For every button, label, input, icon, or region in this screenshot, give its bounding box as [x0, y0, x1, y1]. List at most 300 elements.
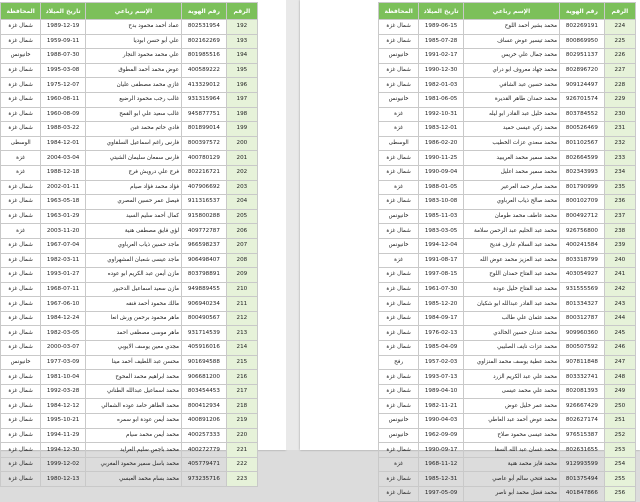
table-row [1, 165, 258, 180]
table-row [379, 180, 636, 195]
cell-name: محمد علي محمد عيسى [463, 384, 559, 399]
cell-gov: شمال غزة [1, 92, 41, 107]
cell-gov: شمال غزة [379, 282, 419, 297]
cell-name: محمد عبد القادر عبدالله ابو شكيان [463, 297, 559, 312]
cell-gov: خانيونس [379, 414, 419, 429]
cell-num: 220 [226, 428, 257, 443]
cell-gov: شمال غزة [379, 63, 419, 78]
table-row [1, 457, 258, 472]
cell-id: 800869950 [560, 34, 605, 49]
cell-id: 800490567 [182, 311, 227, 326]
cell-dob: 1982-03-05 [41, 326, 86, 341]
table-row [1, 472, 258, 487]
table-body-left [1, 20, 258, 487]
table-row [379, 311, 636, 326]
table-row [379, 238, 636, 253]
cell-name: محمد باجس سليم العرايد [85, 443, 181, 458]
cell-num: 238 [604, 224, 635, 239]
header-gov: المحافظة [1, 3, 41, 20]
table-row [1, 92, 258, 107]
cell-gov: شمال غزة [379, 78, 419, 93]
table-row [1, 384, 258, 399]
cell-gov: شمال غزة [1, 209, 41, 224]
cell-gov: شمال غزة [1, 122, 41, 137]
cell-name: محمد فتحي سالم أبو عاصي [463, 472, 559, 487]
cell-id: 976515387 [560, 428, 605, 443]
table-row [379, 268, 636, 283]
cell-num: 214 [226, 341, 257, 356]
cell-name: محمد عطية يوسف محمد المنزاوي [463, 355, 559, 370]
document-page-right [300, 0, 640, 497]
cell-name: فرج علي درويش فرج [85, 165, 181, 180]
table-row [379, 282, 636, 297]
cell-name: محمد عبد الفتاح خليل عودة [463, 282, 559, 297]
cell-gov: خانيونس [379, 428, 419, 443]
cell-gov: غزة [1, 151, 41, 166]
cell-id: 802531954 [182, 20, 227, 35]
cell-gov: شمال غزة [1, 384, 41, 399]
cell-dob: 1988-01-05 [419, 180, 464, 195]
cell-id: 405916016 [182, 341, 227, 356]
cell-num: 254 [604, 457, 635, 472]
cell-name: علي أبو حسن ابوديا [85, 34, 181, 49]
cell-num: 197 [226, 92, 257, 107]
cell-name: محمد خليل عبد القادر ابو ليله [463, 107, 559, 122]
cell-dob: 1988-12-18 [41, 165, 86, 180]
cell-num: 225 [604, 34, 635, 49]
cell-num: 202 [226, 165, 257, 180]
cell-dob: 2003-11-20 [41, 224, 86, 239]
cell-dob: 1967-06-10 [41, 297, 86, 312]
cell-num: 194 [226, 49, 257, 64]
cell-num: 253 [604, 443, 635, 458]
cell-dob: 1990-09-04 [419, 165, 464, 180]
table-row [379, 224, 636, 239]
cell-num: 222 [226, 457, 257, 472]
cell-gov: خانيونس [379, 49, 419, 64]
cell-gov: شمال غزة [379, 195, 419, 210]
cell-id: 911316537 [182, 195, 227, 210]
cell-gov: شمال غزة [1, 238, 41, 253]
table-row [1, 238, 258, 253]
cell-gov: شمال غزة [1, 78, 41, 93]
cell-dob: 1992-03-28 [41, 384, 86, 399]
table-row [1, 414, 258, 429]
cell-dob: 1995-03-08 [41, 63, 86, 78]
cell-name: محمد عبد السلام عارف فديح [463, 238, 559, 253]
cell-dob: 1999-12-02 [41, 457, 86, 472]
table-row [1, 180, 258, 195]
cell-name: محمد عمر خليل عوض [463, 399, 559, 414]
cell-gov: شمال غزة [1, 63, 41, 78]
cell-gov: شمال غزة [1, 282, 41, 297]
table-row [1, 370, 258, 385]
cell-num: 217 [226, 384, 257, 399]
cell-dob: 1988-07-30 [41, 49, 86, 64]
cell-num: 218 [226, 399, 257, 414]
cell-num: 209 [226, 268, 257, 283]
cell-name: محمد فضل محمد أبو ناصر [463, 487, 559, 502]
cell-name: محمد عوض أحمد عبد العاطي [463, 414, 559, 429]
cell-id: 800412934 [182, 399, 227, 414]
cell-id: 907811848 [560, 355, 605, 370]
cell-dob: 1963-01-29 [41, 209, 86, 224]
table-row [379, 326, 636, 341]
cell-gov: خانيونس [379, 238, 419, 253]
cell-num: 231 [604, 122, 635, 137]
cell-name: محمد عاطف محمد طومان [463, 209, 559, 224]
cell-num: 199 [226, 122, 257, 137]
cell-name: محمد علي عبد الكريم الزرد [463, 370, 559, 385]
table-row [1, 20, 258, 35]
cell-dob: 1983-03-05 [419, 224, 464, 239]
table-row [1, 443, 258, 458]
table-row [379, 107, 636, 122]
table-row [1, 341, 258, 356]
cell-id: 801375494 [560, 472, 605, 487]
cell-num: 206 [226, 224, 257, 239]
cell-gov: غزة [379, 122, 419, 137]
cell-num: 227 [604, 63, 635, 78]
cell-num: 246 [604, 341, 635, 356]
cell-id: 973235716 [182, 472, 227, 487]
table-row [379, 428, 636, 443]
cell-dob: 1976-02-13 [419, 326, 464, 341]
header-name: الإسم رباعي [85, 3, 181, 20]
cell-id: 800397572 [182, 136, 227, 151]
cell-gov: شمال غزة [379, 311, 419, 326]
table-row [379, 151, 636, 166]
cell-name: محسن عبد اللطيف أحمد مينا [85, 355, 181, 370]
cell-gov: شمال غزة [1, 20, 41, 35]
cell-dob: 2002-01-11 [41, 180, 86, 195]
cell-dob: 1984-12-24 [41, 311, 86, 326]
cell-num: 213 [226, 326, 257, 341]
cell-dob: 1985-04-09 [419, 341, 464, 356]
table-row [1, 224, 258, 239]
cell-id: 802896720 [560, 63, 605, 78]
cell-gov: شمال غزة [379, 268, 419, 283]
cell-num: 255 [604, 472, 635, 487]
table-row [379, 49, 636, 64]
cell-num: 221 [226, 443, 257, 458]
cell-gov: شمال غزة [1, 34, 41, 49]
cell-id: 407906692 [182, 180, 227, 195]
cell-gov: شمال غزة [1, 180, 41, 195]
cell-id: 400589222 [182, 63, 227, 78]
table-row [1, 311, 258, 326]
table-row [1, 282, 258, 297]
cell-dob: 1994-12-30 [41, 443, 86, 458]
cell-dob: 1992-10-31 [419, 107, 464, 122]
header-num: الرقم [226, 3, 257, 20]
cell-dob: 1982-11-21 [419, 399, 464, 414]
cell-dob: 1995-10-21 [41, 414, 86, 429]
cell-gov: شمال غزة [1, 428, 41, 443]
cell-gov: شمال غزة [1, 326, 41, 341]
cell-name: محمد ابراهيم محمد المحوح [85, 370, 181, 385]
cell-num: 207 [226, 238, 257, 253]
table-row [379, 472, 636, 487]
cell-dob: 1981-10-04 [41, 370, 86, 385]
cell-num: 234 [604, 165, 635, 180]
header-gov: المحافظة [379, 3, 419, 20]
cell-name: محمد عثمان علي طالب [463, 311, 559, 326]
cell-dob: 1986-02-20 [419, 136, 464, 151]
cell-id: 906681200 [182, 370, 227, 385]
cell-id: 802631655 [560, 443, 605, 458]
table-row [1, 428, 258, 443]
cell-num: 240 [604, 253, 635, 268]
cell-num: 237 [604, 209, 635, 224]
table-body-right [379, 20, 636, 502]
cell-gov: شمال غزة [379, 151, 419, 166]
table-row [379, 370, 636, 385]
cell-dob: 1982-01-03 [419, 78, 464, 93]
cell-dob: 1968-11-12 [419, 457, 464, 472]
cell-name: علي محمد محمود النجار [85, 49, 181, 64]
cell-num: 247 [604, 355, 635, 370]
cell-num: 244 [604, 311, 635, 326]
table-header-row [1, 3, 258, 20]
cell-gov: شمال غزة [379, 34, 419, 49]
cell-dob: 1990-11-25 [419, 151, 464, 166]
table-row [379, 341, 636, 356]
cell-gov: شمال غزة [1, 253, 41, 268]
cell-gov: شمال غزة [379, 370, 419, 385]
header-dob: تاريخ الميلاد [419, 3, 464, 20]
cell-dob: 1994-11-29 [41, 428, 86, 443]
cell-gov: شمال غزة [379, 472, 419, 487]
table-row [1, 253, 258, 268]
cell-dob: 1977-03-09 [41, 355, 86, 370]
cell-num: 205 [226, 209, 257, 224]
table-row [1, 399, 258, 414]
cell-id: 949889455 [182, 282, 227, 297]
cell-gov: شمال غزة [1, 370, 41, 385]
cell-name: محمد جمال علي خريس [463, 49, 559, 64]
cell-id: 802627174 [560, 414, 605, 429]
cell-dob: 1997-08-15 [419, 268, 464, 283]
table-row [379, 122, 636, 137]
table-row [379, 487, 636, 502]
cell-gov: الوسطى [379, 136, 419, 151]
cell-dob: 1989-04-10 [419, 384, 464, 399]
cell-id: 400780129 [182, 151, 227, 166]
document-page-left [0, 0, 286, 482]
cell-num: 250 [604, 399, 635, 414]
cell-id: 800312787 [560, 311, 605, 326]
table-row [379, 355, 636, 370]
cell-name: محمد عبد العزيز محمد عوض الله [463, 253, 559, 268]
table-row [379, 136, 636, 151]
cell-name: فادي حاتم محمد غبن [85, 122, 181, 137]
cell-id: 800526469 [560, 122, 605, 137]
cell-id: 801102567 [560, 136, 605, 151]
cell-gov: شمال غزة [1, 457, 41, 472]
cell-id: 400891206 [182, 414, 227, 429]
cell-num: 241 [604, 268, 635, 283]
cell-id: 802269191 [560, 20, 605, 35]
cell-id: 802162269 [182, 34, 227, 49]
cell-gov: شمال غزة [379, 20, 419, 35]
cell-num: 235 [604, 180, 635, 195]
cell-id: 801899014 [182, 122, 227, 137]
cell-id: 800507592 [560, 341, 605, 356]
records-table-left [0, 2, 258, 487]
cell-num: 256 [604, 487, 635, 502]
records-table-right [378, 2, 636, 502]
cell-id: 409772787 [182, 224, 227, 239]
cell-dob: 1985-12-20 [419, 297, 464, 312]
cell-name: فارس راغم اسماعيل السلقاوي [85, 136, 181, 151]
cell-name: محمد بشير أحمد اللوح [463, 20, 559, 35]
cell-num: 198 [226, 107, 257, 122]
cell-name: فارس سمعان سليمان الشيتي [85, 151, 181, 166]
cell-id: 401847866 [560, 487, 605, 502]
cell-gov: غزة [1, 224, 41, 239]
cell-num: 219 [226, 414, 257, 429]
cell-name: محمد سعدي عزات الخطيب [463, 136, 559, 151]
header-num: الرقم [604, 3, 635, 20]
cell-dob: 1961-07-30 [419, 282, 464, 297]
cell-name: غازي محمد مصطفى عليان [85, 78, 181, 93]
cell-name: لؤي فايق مصطفى هنية [85, 224, 181, 239]
cell-dob: 1993-01-27 [41, 268, 86, 283]
cell-num: 252 [604, 428, 635, 443]
cell-name: محمد صابر حمد العرعير [463, 180, 559, 195]
cell-gov: شمال غزة [1, 311, 41, 326]
cell-id: 966598237 [182, 238, 227, 253]
cell-name: مازن سعيد اسماعيل الدحبور [85, 282, 181, 297]
cell-num: 216 [226, 370, 257, 385]
cell-num: 233 [604, 151, 635, 166]
cell-dob: 1967-07-04 [41, 238, 86, 253]
cell-dob: 1994-12-04 [419, 238, 464, 253]
cell-id: 803332741 [560, 370, 605, 385]
cell-dob: 1991-02-17 [419, 49, 464, 64]
cell-name: ماهر محمود برحمن ورش انعا [85, 311, 181, 326]
cell-dob: 1990-12-30 [419, 63, 464, 78]
cell-gov: شمال غزة [379, 165, 419, 180]
cell-gov: غزة [379, 180, 419, 195]
cell-gov: خانيونس [1, 49, 41, 64]
cell-dob: 1957-02-03 [419, 355, 464, 370]
cell-id: 400241584 [560, 238, 605, 253]
table-row [1, 78, 258, 93]
cell-name: محمد عبد الفتاح حمدان اللوح [463, 268, 559, 283]
cell-name: عماد أحمد محمود بدح [85, 20, 181, 35]
cell-name: ماهر موسى مصطفى احمد [85, 326, 181, 341]
table-row [1, 151, 258, 166]
cell-dob: 1990-09-17 [419, 443, 464, 458]
cell-id: 405779471 [182, 457, 227, 472]
table-row [379, 195, 636, 210]
table-row [379, 92, 636, 107]
cell-id: 413329012 [182, 78, 227, 93]
cell-gov: خانيونس [379, 92, 419, 107]
cell-num: 230 [604, 107, 635, 122]
table-row [379, 63, 636, 78]
cell-name: محمد أيمن عودة ابو سمره [85, 414, 181, 429]
cell-gov: شمال غزة [1, 268, 41, 283]
cell-dob: 1983-12-01 [419, 122, 464, 137]
cell-name: محمد تيسير عوض عساف [463, 34, 559, 49]
cell-gov: شمال غزة [1, 107, 41, 122]
table-row [1, 136, 258, 151]
cell-id: 901694588 [182, 355, 227, 370]
cell-dob: 1985-11-03 [419, 209, 464, 224]
cell-num: 245 [604, 326, 635, 341]
cell-num: 196 [226, 78, 257, 93]
cell-name: محمد فايز محمد هنية [463, 457, 559, 472]
cell-id: 945877751 [182, 107, 227, 122]
cell-name: ماجد عيسى شعبان المشهراوي [85, 253, 181, 268]
cell-name: ماجد حسين ذياب العرباوي [85, 238, 181, 253]
cell-id: 802343993 [560, 165, 605, 180]
table-row [1, 195, 258, 210]
table-row [1, 63, 258, 78]
cell-gov: خانيونس [1, 355, 41, 370]
cell-dob: 1990-04-03 [419, 414, 464, 429]
cell-dob: 1989-06-15 [419, 20, 464, 35]
table-row [379, 253, 636, 268]
cell-name: محمد صالح ذياب العرباوي [463, 195, 559, 210]
cell-dob: 1984-12-01 [41, 136, 86, 151]
cell-id: 803454453 [182, 384, 227, 399]
cell-id: 400257333 [182, 428, 227, 443]
cell-num: 211 [226, 297, 257, 312]
table-row [1, 34, 258, 49]
cell-gov: شمال غزة [379, 384, 419, 399]
cell-id: 912993599 [560, 457, 605, 472]
cell-gov: رفح [379, 355, 419, 370]
cell-gov: شمال غزة [1, 399, 41, 414]
cell-dob: 2004-03-04 [41, 151, 86, 166]
cell-num: 215 [226, 355, 257, 370]
table-row [379, 414, 636, 429]
table-row [1, 326, 258, 341]
cell-name: محمد سمير محمد العريبيد [463, 151, 559, 166]
cell-id: 802081393 [560, 384, 605, 399]
cell-gov: شمال غزة [379, 326, 419, 341]
cell-dob: 1963-05-18 [41, 195, 86, 210]
cell-dob: 1960-08-09 [41, 107, 86, 122]
cell-name: محمد باسل سمير محمود المغربي [85, 457, 181, 472]
table-row [1, 122, 258, 137]
cell-dob: 2000-03-07 [41, 341, 86, 356]
cell-dob: 1983-10-08 [419, 195, 464, 210]
cell-name: كمال أحمد سليم السيد [85, 209, 181, 224]
cell-num: 248 [604, 370, 635, 385]
cell-id: 915800288 [182, 209, 227, 224]
table-row [1, 355, 258, 370]
table-header-row [379, 3, 636, 20]
cell-num: 210 [226, 282, 257, 297]
cell-dob: 1985-07-28 [419, 34, 464, 49]
cell-name: غالب سعيد علي ابو القمح [85, 107, 181, 122]
cell-num: 204 [226, 195, 257, 210]
cell-name: محمد حمدان طاهر القديرة [463, 92, 559, 107]
cell-dob: 1968-07-11 [41, 282, 86, 297]
cell-num: 223 [226, 472, 257, 487]
cell-gov: شمال غزة [1, 195, 41, 210]
cell-name: مالك محمود أحمد فنقه [85, 297, 181, 312]
cell-dob: 1982-03-11 [41, 253, 86, 268]
cell-gov: شمال غزة [1, 472, 41, 487]
cell-gov: شمال غزة [379, 487, 419, 502]
cell-num: 212 [226, 311, 257, 326]
